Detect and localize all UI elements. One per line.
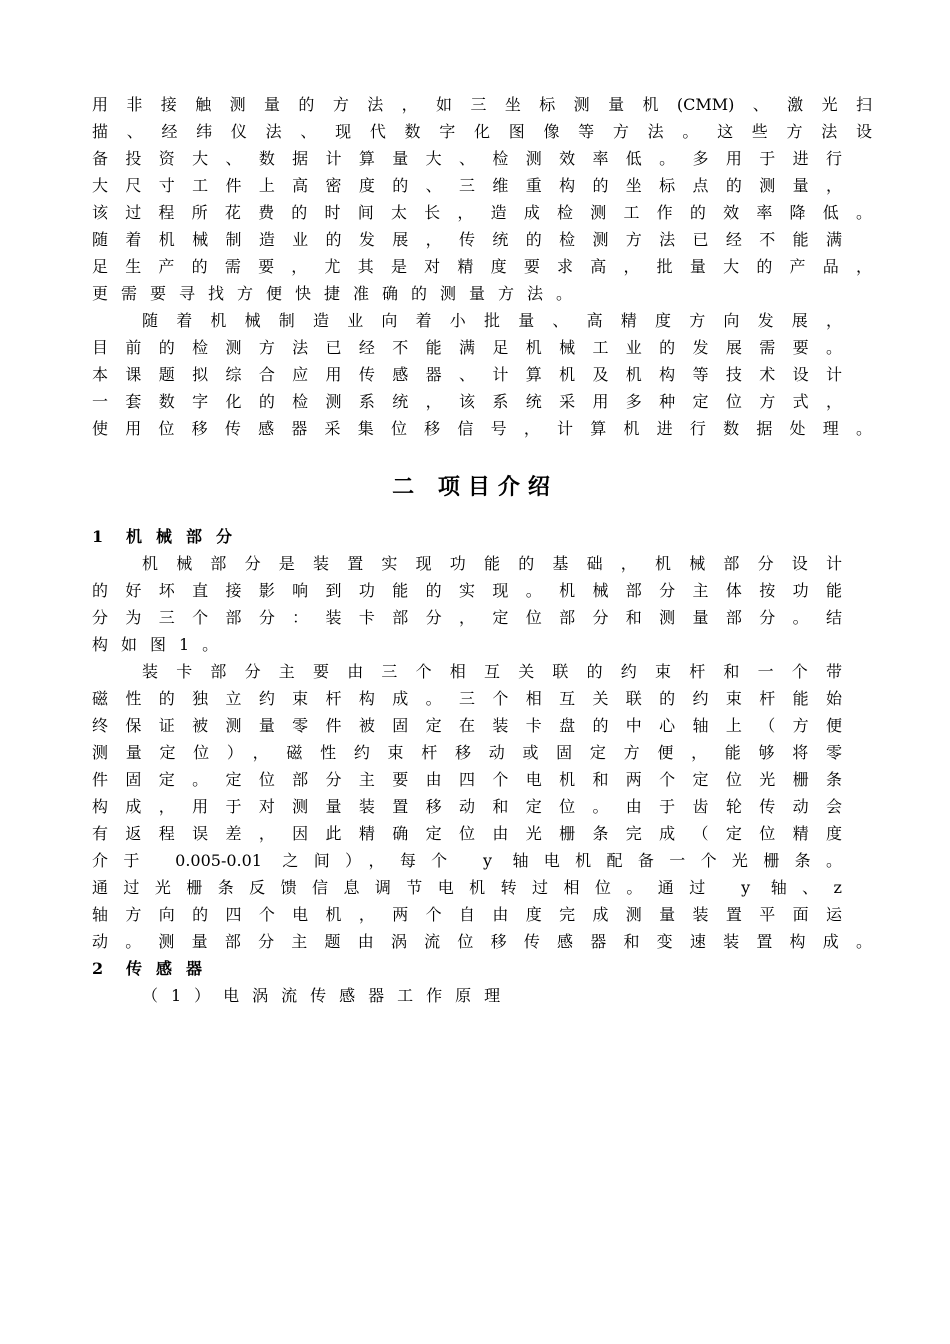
subsection-title: 传感器 xyxy=(126,959,217,978)
text-line: 随着机械制造业的发展，传统的检测方法已经不能满 xyxy=(92,230,842,249)
text-line: 该过程所花费的时间太长，造成检测工作的效率降低。 xyxy=(92,203,872,222)
text-line: 机械部分是装置实现功能的基础，机械部分设计 xyxy=(142,554,842,573)
text-line: 分为三个部分：装卡部分，定位部分和测量部分。结 xyxy=(92,608,842,627)
text-line: 用非接触测量的方法，如三坐标测量机(CMM)、激光扫 xyxy=(92,95,872,114)
text-line: 件固定。定位部分主要由四个电机和两个定位光栅条 xyxy=(92,770,842,789)
section-title: 二 项目介绍 xyxy=(392,475,558,500)
text-line: 构如图1。 xyxy=(92,635,232,654)
text-line: 有返程误差，因此精确定位由光栅条完成（定位精度 xyxy=(92,824,842,843)
subsection-number: 1 xyxy=(92,527,104,546)
text-line: 随着机械制造业向着小批量、高精度方向发展， xyxy=(142,311,842,330)
text-line: 通过光栅条反馈信息调节电机转过相位。通过 y 轴、z xyxy=(92,878,842,897)
text-line: 介于 0.005-0.01 之间），每个 y 轴电机配备一个光栅条。 xyxy=(92,851,842,870)
text-line: 轴方向的四个电机，两个自由度完成测量装置平面运 xyxy=(92,905,842,924)
list-item: （1）电涡流传感器工作原理 xyxy=(142,986,514,1005)
text-line: 动。测量部分主题由涡流位移传感器和变速装置构成。 xyxy=(92,932,872,951)
subsection-number: 2 xyxy=(92,959,104,978)
text-line: 装卡部分主要由三个相互关联的约束杆和一个带 xyxy=(142,662,842,681)
text-line: 本课题拟综合应用传感器、计算机及机构等技术设计 xyxy=(92,365,842,384)
text-line: 终保证被测量零件被固定在装卡盘的中心轴上（方便 xyxy=(92,716,842,735)
text-line: 构成，用于对测量装置移动和定位。由于齿轮传动会 xyxy=(92,797,842,816)
text-line: 使用位移传感器采集位移信号，计算机进行数据处理。 xyxy=(92,419,872,438)
text-line: 一套数字化的检测系统，该系统采用多种定位方式， xyxy=(92,392,842,411)
subsection-title: 机械部分 xyxy=(126,527,247,546)
text-line: 大尺寸工件上高密度的、三维重构的坐标点的测量， xyxy=(92,176,842,195)
text-line: 磁性的独立约束杆构成。三个相互关联的约束杆能始 xyxy=(92,689,842,708)
text-line: 的好坏直接影响到功能的实现。机械部分主体按功能 xyxy=(92,581,842,600)
text-line: 更需要寻找方便快捷准确的测量方法。 xyxy=(92,284,586,303)
text-line: 备投资大、数据计算量大、检测效率低。多用于进行 xyxy=(92,149,842,168)
text-line: 目前的检测方法已经不能满足机械工业的发展需要。 xyxy=(92,338,842,357)
subsection-heading-sensor xyxy=(92,955,216,982)
text-line: 足生产的需要，尤其是对精度要求高，批量大的产品， xyxy=(92,257,872,276)
subsection-heading-mechanical xyxy=(92,523,246,550)
text-line: 测量定位），磁性约束杆移动或固定方便，能够将零 xyxy=(92,743,842,762)
text-line: 描、经纬仪法、现代数字化图像等方法。这些方法设 xyxy=(92,122,872,141)
